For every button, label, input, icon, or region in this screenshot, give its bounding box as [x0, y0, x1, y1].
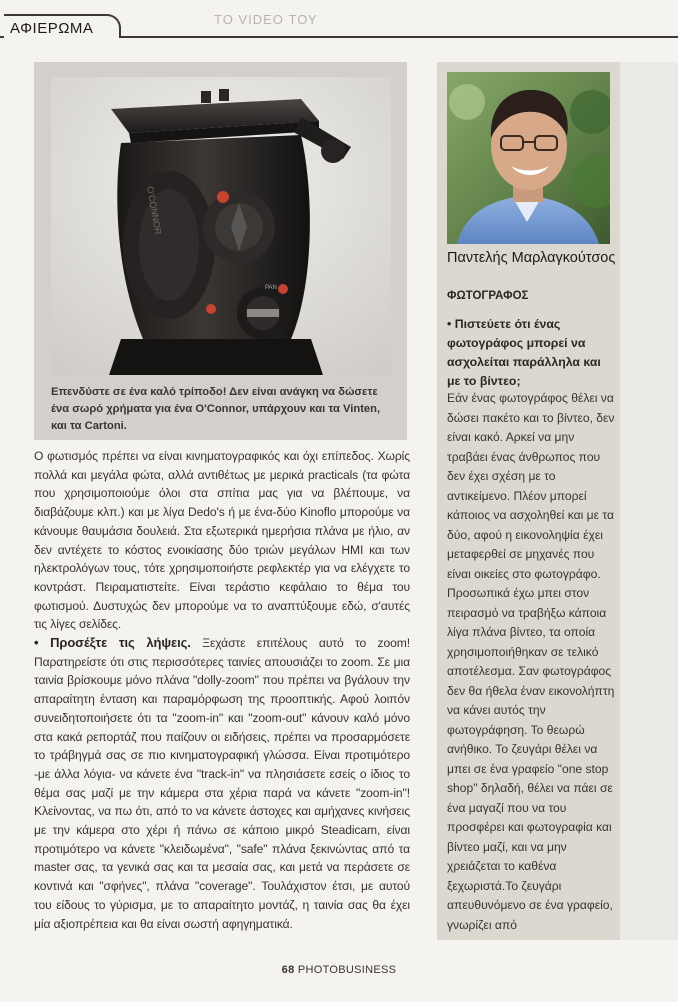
bleed-through-title: ΤΟ VIDEO ΤΟΥ [214, 12, 318, 27]
right-margin-strip [620, 62, 678, 940]
paragraph-lighting: Ο φωτισμός πρέπει να είναι κινηματογραφικός και όχι επίπεδος. Χωρίς πολλά και μεγάλα φώτα, αλλά αντιθέτως με μερικά practicals (τα φώτα που χρησιμοποιούμε όλοι στα σπίτια μας για να βλέπουμε, να διαβάζουμε κλπ.) και με λίγα Dedo's ή με ένα-δύο Kinoflo μπορούμε να κάνουμε θαυμάσια δουλειά. Στα εξωτερικά ημερήσια πλάνα με ήλιο, αν δεν αντέχετε το κόστος ενοικίασης δύο τριών μεγάλων HMI και των ηλεκτρολόγων τους, τότε χρησιμοποιήστε ρεφλεκτέρ για να ελέγχετε το κοντράστ. Πειραματιστείτε. Είναι τεράστιο κεφάλαιο το θέμα του φωτισμού. Δυστυχώς δεν μπορούμε να το αναπτύξουμε εδώ, σ'αυτές τις λίγες σελίδες. [34, 449, 410, 632]
magazine-name: PHOTOBUSINESS [297, 964, 397, 976]
interviewee-role: ΦΩΤΟΓΡΑΦΟΣ [447, 290, 529, 302]
portrait-illustration [447, 72, 610, 244]
paragraph-shots-text: Ξεχάστε επιτέλους αυτό το zoom! Παρατηρείστε ότι στις περισσότερες ταινίες απουσιάζει το zoom. Σε μια ταινία βρίσκουμε μόνο πλάνα "dolly-zoom" που πρέπει να βγάλουν την απαραίτητη ένταση και παραμόρφωση της προοπτικής. Αφού λοιπόν συνειδητοποιήσετε ότι τα "zoom-in" και "zoom-out" κάνουν καλό μόνο στα κακά ρεπορτάζ που παίζουν οι ειδήσεις, πρέπει να προσαρμόσετε το τράβηγμά σας σε πιο κινηματογραφική γλώσσα. Είναι προτιμότερο -με άλλα λόγια- να κάνετε ένα "track-in" να πλησιάσετε εσείς ο ίδιος το θέμα σας μαζί με την κάμερα στα χέρια παρά να κάνετε "zoom-in"! Κλείνοντας, να πω ότι, από το να κάνετε άστοχες και αμήχανες κινήσεις με την κάμερα στο χέρι ή πάνω σε κάποιο μικρό Steadicam, είναι προτιμότερο να κάνετε "κλειδωμένα", "safe" πλάνα ξεκινώντας από τα master σας, τα γενικά σας και τα μεσαία σας, και μετά να περάσετε σε κοντινά και "σφήνες", πλάνα "coverage". Τουλάχιστον έτσι, με αυτού του είδους το γύρισμα, με το απαραίτητο μοντάζ, η ταινία σας θα έχει μία αξιοπρέπεια και θα είναι σωστή αφηγηματικά. [34, 636, 410, 931]
interview-answer: Εάν ένας φωτογράφος θέλει να δώσει πακέτο και το βίντεο, δεν είναι κακό. Αρκεί να μην τραβάει ένας άνθρωπος που δεν έχει σχέση με το αντικείμενο. Πλέον μπορεί κάποιος να ασχοληθεί και με τα δύο, αφού η εικονοληψία έχει μεταφερθεί σε μηχανές που είναι οικείες στο φωτογράφο. Προσωπικά έχω μπει στον πειρασμό να τραβήξω κάποια λίγα πλάνα βίντεο, τα οποία χρησιμοποιήθηκαν σε τελικό αποτέλεσμα. Σαν φωτογράφος δεν θα ήθελα έναν εικονολήπτη να κάνει αυτός την φωτογράφηση. Το θεωρώ ανήθικο. Το ζευγάρι θέλει να μπει σε ένα γραφείο "one stop shop" δηλαδή, θέλει να πάει σε ένα μαγαζί που να του προσφέρει και φωτογραφία και βίντεο μαζί, και να μην χρειάζεται το καθένα ξεχωριστά.Το ζευγάρι απευθυνόμενο σε ένα γραφείο, γνωρίζει από [447, 391, 615, 932]
page-number: 68 [281, 964, 295, 976]
interview-question: • Πιστεύετε ότι ένας φωτογράφος μπορεί να ασχολείται παράλληλα και με το βίντεο; [447, 317, 601, 388]
pan-label: PAN [265, 285, 277, 291]
section-tab: ΑΦΙΕΡΩΜΑ [4, 14, 121, 38]
page-footer [0, 964, 678, 976]
tripod-head-illustration [51, 77, 391, 375]
portrait-photo [447, 72, 610, 244]
photo-box [34, 62, 407, 440]
tripod-head-photo [51, 77, 391, 375]
article-body [34, 447, 410, 933]
subhead-shots: • Προσέξτε τις λήψεις. [34, 635, 191, 651]
brand-mark: O'CONNOR [145, 185, 164, 236]
interview-sidebar [437, 62, 620, 940]
paragraph-shots [34, 634, 410, 933]
interviewee-name: Παντελής Μαρλαγκούτσος [447, 250, 616, 266]
photo-caption: Επενδύστε σε ένα καλό τρίποδο! Δεν είναι ανάγκη να δώσετε ένα σωρό χρήματα για ένα O'Connor, υπάρχουν και τα Vinten, και τα Cartoni. [51, 386, 381, 432]
